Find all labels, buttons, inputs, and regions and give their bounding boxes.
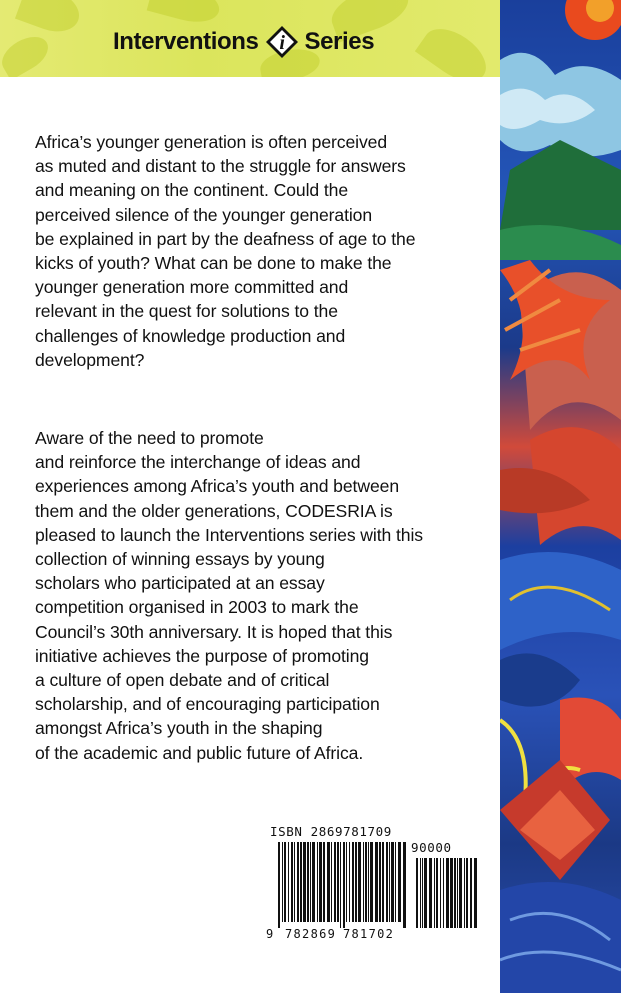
barcode-bar (386, 842, 388, 922)
blurb-line: younger generation more committed and (35, 277, 349, 298)
blurb-line: experiences among Africa’s youth and between (35, 476, 400, 497)
barcode-bar (319, 842, 322, 922)
barcode-bar (416, 858, 418, 928)
barcode-bar (355, 842, 357, 922)
isbn-barcode (266, 824, 486, 944)
barcode-bar (334, 842, 336, 922)
barcode-bar (429, 858, 432, 928)
barcode-bar (340, 842, 341, 928)
interventions-logo-icon (265, 25, 299, 59)
blurb-line: competition organised in 2003 to mark the (35, 597, 359, 618)
blurb-line: relevant in the quest for solutions to the (35, 301, 338, 322)
blurb-line: be explained in part by the deafness of age to the (35, 228, 416, 249)
barcode-bar (327, 842, 330, 922)
barcode-bar (446, 858, 449, 928)
blurb-line: collection of winning essays by young (35, 549, 325, 570)
blurb-paragraph-1 (35, 130, 480, 372)
barcode-bar (440, 858, 441, 928)
barcode-bar (363, 842, 364, 922)
series-title (113, 24, 374, 60)
barcode-bar (391, 842, 394, 922)
series-title-left: Interventions (113, 28, 259, 55)
price-code: 90000 (411, 840, 452, 855)
barcode-bar (310, 842, 311, 922)
barcode-bar (358, 842, 361, 922)
blurb-line: initiative achieves the purpose of promoting (35, 645, 369, 666)
barcode-bar (288, 842, 289, 922)
ean-first-digit: 9 (266, 927, 274, 941)
isbn-label: ISBN 2869781709 (270, 824, 392, 839)
blurb-line: scholars who participated at an essay (35, 573, 325, 594)
blurb-line: development? (35, 349, 145, 370)
blurb-line: scholarship, and of encouraging participation (35, 694, 380, 715)
price-addon-bars (416, 858, 477, 928)
blurb-line: them and the older generations, CODESRIA is (35, 500, 393, 521)
blurb-line: Aware of the need to promote (35, 428, 264, 448)
barcode-bar (454, 858, 456, 928)
blurb-line: kicks of youth? What can be done to make the (35, 253, 392, 274)
series-header-band (0, 0, 500, 77)
barcode-bar (474, 858, 477, 928)
cover-artwork-strip (500, 0, 621, 993)
blurb-line: Africa’s younger generation is often perceived (35, 132, 388, 152)
barcode-bar (278, 842, 280, 928)
barcode-bar (470, 858, 472, 928)
series-title-right: Series (304, 28, 375, 55)
barcode-bar (466, 858, 468, 928)
barcode-bar (282, 842, 283, 922)
blurb-line: and meaning on the continent. Could the (35, 180, 349, 201)
blurb-line: Council’s 30th anniversary. It is hoped that this (35, 621, 393, 642)
barcode-bar (349, 842, 350, 922)
blurb-line: pleased to launch the Interventions series with this (35, 524, 423, 545)
barcode-bar (457, 858, 458, 928)
blurb-line: and reinforce the interchange of ideas and (35, 452, 361, 473)
barcode-bar (434, 858, 435, 928)
barcode-bar (331, 842, 332, 922)
blurb-line: of the academic and public future of Africa. (35, 742, 364, 763)
barcode-bar (312, 842, 315, 922)
blurb-line: amongst Africa’s youth in the shaping (35, 718, 323, 739)
barcode-bar (317, 842, 318, 922)
barcode-bar (382, 842, 384, 922)
barcode-bar (436, 858, 438, 928)
barcode-bar (464, 858, 465, 928)
barcode-bar (395, 842, 396, 922)
barcode-bar (337, 842, 339, 922)
blurb-line: challenges of knowledge production and (35, 325, 346, 346)
barcode-bar (343, 842, 345, 928)
barcode-bar (365, 842, 367, 922)
barcode-bar (420, 858, 421, 928)
blurb-line: as muted and distant to the struggle for answers (35, 156, 406, 177)
tropical-painting-image (500, 0, 621, 993)
barcode-bar (352, 842, 354, 922)
barcode-bar (443, 858, 444, 928)
barcode-bar (370, 842, 373, 922)
barcode-bar (300, 842, 302, 922)
barcode-bar (303, 842, 306, 922)
barcode-bar (398, 842, 401, 922)
barcode-bar (346, 842, 347, 922)
barcode-bar (368, 842, 369, 922)
barcode-bar (291, 842, 293, 922)
ean-right-group: 781702 (343, 927, 395, 941)
barcode-bar (422, 858, 423, 928)
barcode-bar (389, 842, 390, 922)
blurb-line: a culture of open debate and of critical (35, 670, 330, 691)
barcode-bar (459, 858, 462, 928)
barcode-bar (294, 842, 295, 922)
barcode-bar (403, 842, 406, 928)
barcode-bar (450, 858, 453, 928)
blurb-paragraph-2 (35, 426, 480, 765)
barcode-bar (284, 842, 286, 922)
barcode-bar (307, 842, 309, 922)
barcode-bar (375, 842, 378, 922)
blurb-line: perceived silence of the younger generation (35, 204, 373, 225)
barcode-bar (424, 858, 427, 928)
barcode-bar (323, 842, 325, 922)
barcode-bar (297, 842, 299, 922)
barcode-bar (379, 842, 381, 922)
logo-letter: i (278, 32, 285, 54)
ean-left-group: 782869 (285, 927, 337, 941)
